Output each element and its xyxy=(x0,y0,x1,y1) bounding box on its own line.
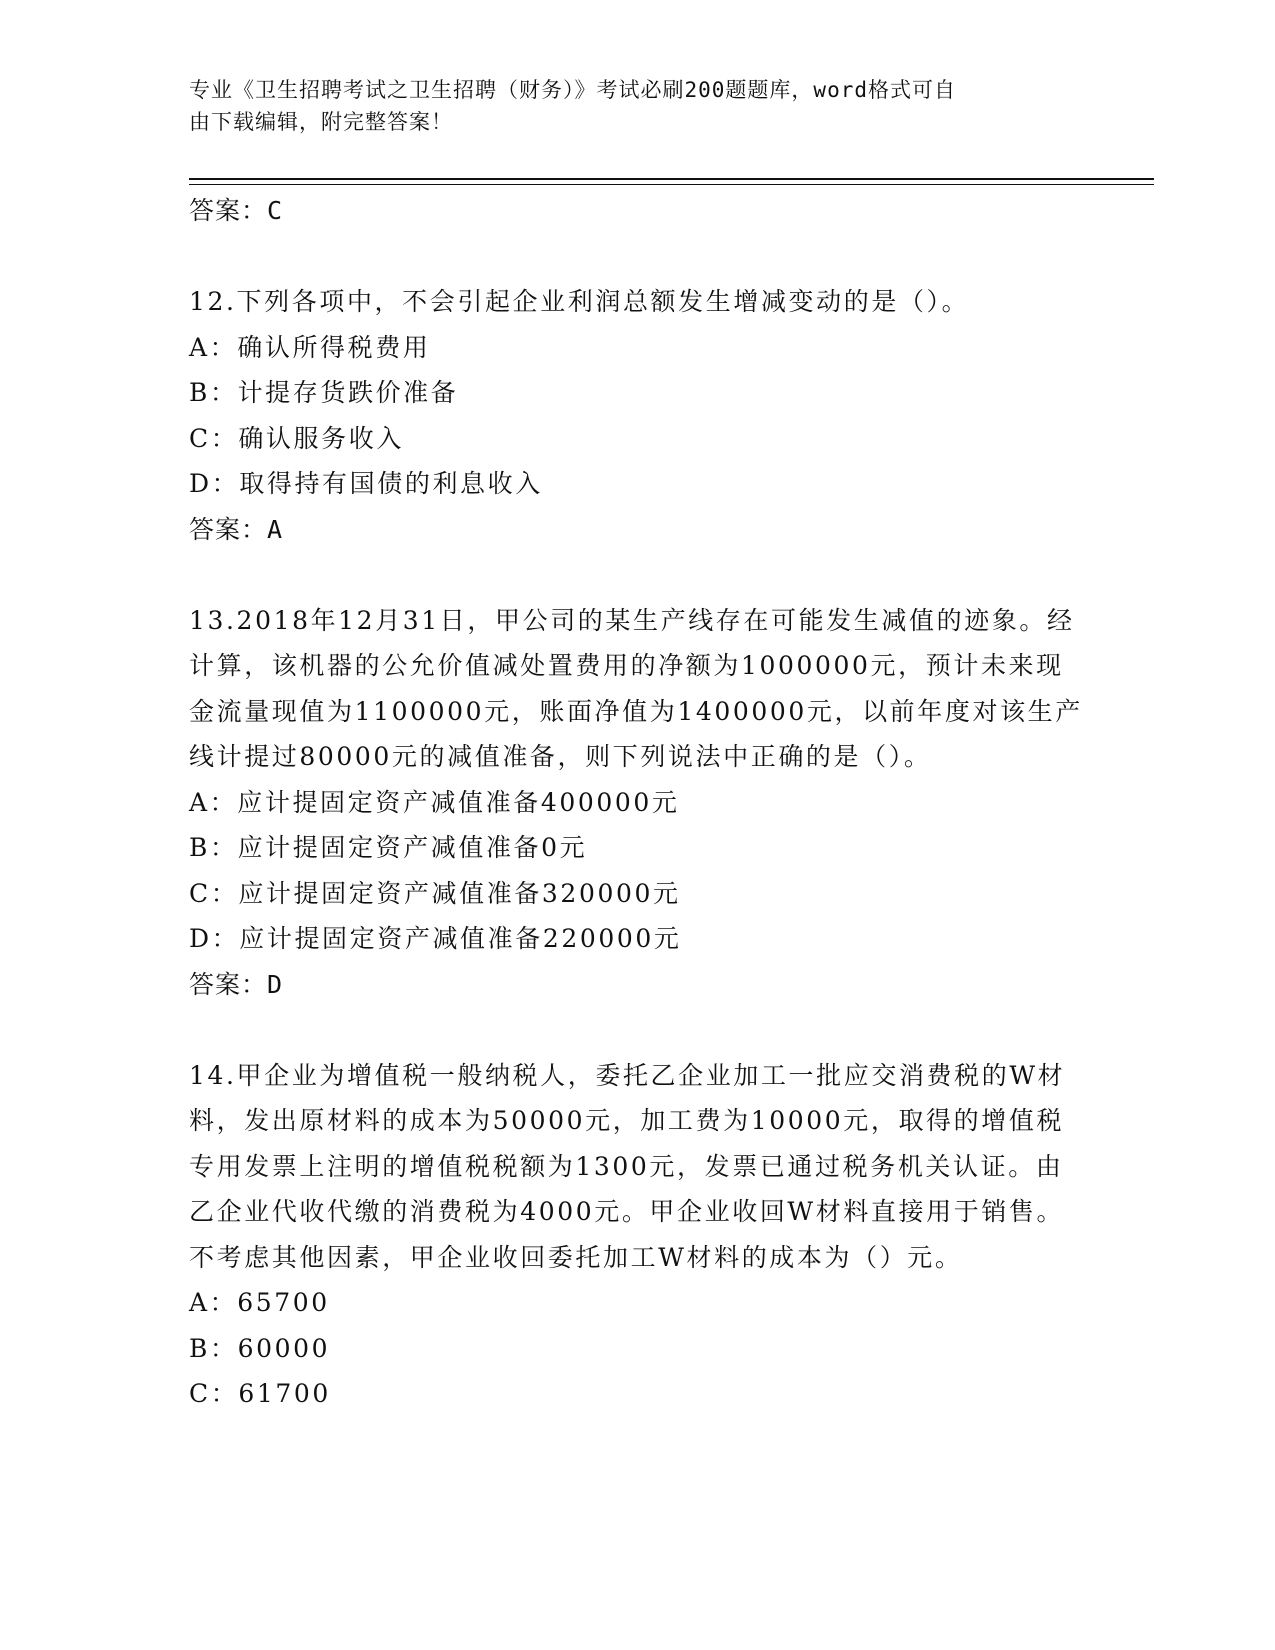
option-d: D：取得持有国债的利息收入 xyxy=(189,469,543,498)
option-c: C：确认服务收入 xyxy=(189,423,404,453)
option-d: D：应计提固定资产减值准备220000元 xyxy=(189,924,682,953)
answer-label: 答案： xyxy=(189,969,268,999)
document-body xyxy=(189,188,1089,1417)
header-line-2: 由下载编辑，附完整答案！ xyxy=(189,110,453,134)
question-14 xyxy=(189,1053,1089,1417)
header-line-1: 专业《卫生招聘考试之卫生招聘（财务）》考试必刷200题题库，word格式可自 xyxy=(189,78,956,102)
answer-value: D xyxy=(267,969,284,999)
option-b: B：60000 xyxy=(189,1333,331,1363)
option-a: A：确认所得税费用 xyxy=(189,332,431,362)
option-b: B：应计提固定资产减值准备0元 xyxy=(189,833,588,862)
answer-value: C xyxy=(267,196,284,225)
answer-line xyxy=(189,507,1089,552)
answer-label: 答案： xyxy=(189,196,268,225)
answer-line xyxy=(189,188,1089,233)
question-text: 12.下列各项中，不会引起企业利润总额发生增减变动的是（）。 xyxy=(189,287,970,316)
question-13 xyxy=(189,598,1089,1007)
header-rule-thin xyxy=(189,184,1154,185)
document-header xyxy=(189,74,1089,138)
answer-label: 答案： xyxy=(189,514,268,544)
answer-value: A xyxy=(267,514,284,544)
option-a: A：应计提固定资产减值准备400000元 xyxy=(189,787,680,817)
option-c: C：应计提固定资产减值准备320000元 xyxy=(189,878,681,908)
header-rule-thick xyxy=(189,178,1154,180)
question-12 xyxy=(189,279,1089,552)
option-c: C：61700 xyxy=(189,1379,331,1408)
option-b: B：计提存货跌价准备 xyxy=(189,378,459,407)
answer-line xyxy=(189,962,1089,1007)
question-text: 13.2018年12月31日，甲公司的某生产线存在可能发生减值的迹象。经计算，该机器的公允价值减处置费用的净额为1000000元，预计未来现金流量现值为1100000元，账面净值为1400000元，以前年度对该生产线计提过80000元的减值准备，则下列说法中正确的是（）。 xyxy=(189,605,1083,771)
option-a: A：65700 xyxy=(189,1288,330,1317)
question-text: 14.甲企业为增值税一般纳税人，委托乙企业加工一批应交消费税的W材料，发出原材料的成本为50000元，加工费为10000元，取得的增值税专用发票上注明的增值税税额为1300元，发票已通过税务机关认证。由乙企业代收代缴的消费税为4000元。甲企业收回W材料直接用于销售。不考虑其他因素，甲企业收回委托加工W材料的成本为（）元。 xyxy=(189,1060,1066,1272)
